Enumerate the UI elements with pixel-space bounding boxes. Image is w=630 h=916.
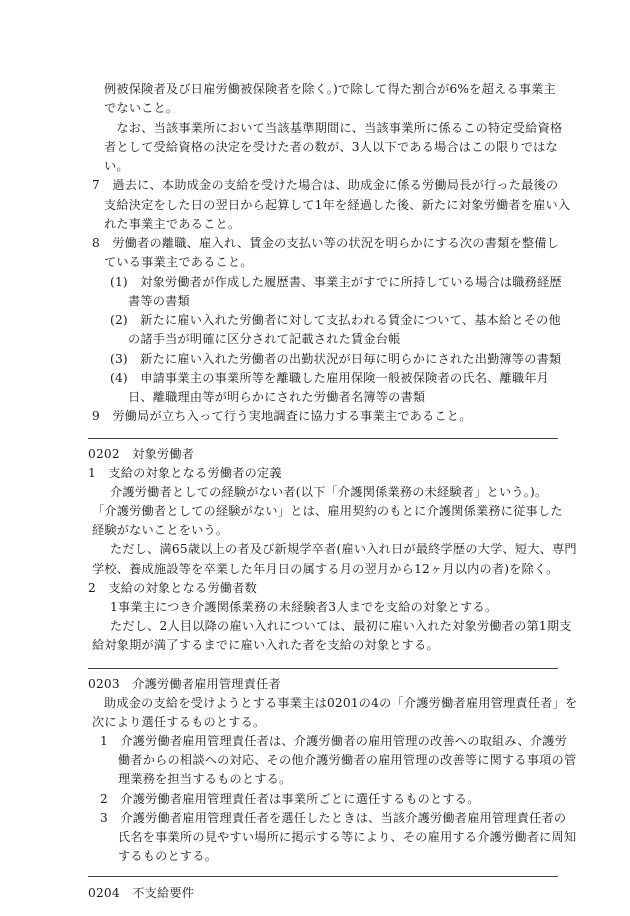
sub-item-4: (4) 申請事業主の事業所等を離職した雇用保険一般被保険者の氏名、離職年月 [110,371,550,385]
text-line: 学校、養成施設等を卒業した年月日の属する月の翌月から12ヶ月以内の者)を除く。 [92,562,559,576]
text-line: するものとする。 [118,849,218,863]
sub-item-2: (2) 新たに雇い入れた労働者に対して支払われる賃金について、基本給とその他 [110,313,561,327]
text-line: れた事業主であること。 [104,217,241,231]
section-heading: 0203 介護労働者雇用管理責任者 [88,677,281,691]
sub-item-1: (1) 対象労働者が作成した履歴書、事業主がすでに所持している場合は職務経歴 [110,275,562,289]
text-line: 1事業主につき介護関係業務の未経験者3人までを支給の対象とする。 [110,600,498,614]
section-heading: 0204 不支給要件 [88,886,195,900]
text-line: 氏名を事業所の見やすい場所に掲示する等により、その雇用する介護労働者に周知 [118,830,577,844]
text-line: 給対象期が満了するまでに雇い入れた者を支給の対象とする。 [92,638,439,652]
text-line: 次により選任するものとする。 [92,715,266,729]
list-item-1: 1 介護労働者雇用管理責任者は、介護労働者の雇用管理の改善への取組み、介護労 [100,734,568,748]
text-line: 助成金の支給を受けようとする事業主は0201の4の「介護労働者雇用管理責任者」を [104,696,578,710]
text-line: 書等の書類 [128,294,190,308]
text-line: ただし、2人目以降の雇い入れについては、最初に雇い入れた対象労働者の第1期支 [110,619,572,633]
list-item-9: 9 労働局が立ち入って行う実地調査に協力する事業主であること。 [92,409,472,423]
text-line: でないこと。 [104,101,179,115]
list-item-8: 8 労働者の離職、雇入れ、賃金の支払い等の状況を明らかにする次の書類を整備し [92,236,560,250]
text-line: 理業務を担当するものとする。 [118,772,292,786]
text-line: ている事業主であること。 [104,255,253,269]
text-line: い。 [104,159,129,173]
list-item-3: 3 介護労働者雇用管理責任者を選任したときは、当該介護労働者雇用管理責任者の [100,811,567,825]
text-line: 介護労働者としての経験がない者(以下「介護関係業務の未経験者」という。)。 [110,485,548,499]
section-divider [88,668,558,669]
section-divider [88,876,558,877]
section-heading: 0202 対象労働者 [88,447,195,461]
text-line: 「介護労働者としての経験がない」とは、雇用契約のもとに介護関係業務に従事した [92,504,563,518]
text-line: 日、離職理由等が明らかにされた労働者名簿等の書類 [128,390,426,404]
text-line: 働者からの相談への対応、その他介護労働者の雇用管理の改善等に関する事項の管 [118,753,577,767]
sub-item-3: (3) 新たに雇い入れた労働者の出勤状況が日毎に明らかにされた出勤簿等の書類 [110,352,562,366]
text-line: 支給決定をした日の翌日から起算して1年を経過した後、新たに対象労働者を雇い入 [104,198,571,212]
text-line: の諸手当が明確に区分されて記載された賃金台帳 [128,332,401,346]
text-line: 者として受給資格の決定を受けた者の数が、3人以下である場合はこの限りではな [104,140,558,154]
text-line: 例被保険者及び日雇労働被保険者を除く。)で除して得た割合が6%を超える事業主 [104,82,556,96]
text-line: ただし、満65歳以上の者及び新規学卒者(雇い入れ日が最終学歴の大学、短大、専門 [110,542,577,556]
list-item-2: 2 支給の対象となる労働者数 [88,581,257,595]
text-line: なお、当該事業所において当該基準期間に、当該事業所に係るこの特定受給資格 [104,121,563,135]
text-line: 経験がないことをいう。 [92,523,229,537]
list-item-2: 2 介護労働者雇用管理責任者は事業所ごとに選任するものとする。 [100,792,480,806]
section-divider [88,438,558,439]
list-item-1: 1 支給の対象となる労働者の定義 [88,466,282,480]
list-item-7: 7 過去に、本助成金の支給を受けた場合は、助成金に係る労働局長が行った最後の [92,178,559,192]
